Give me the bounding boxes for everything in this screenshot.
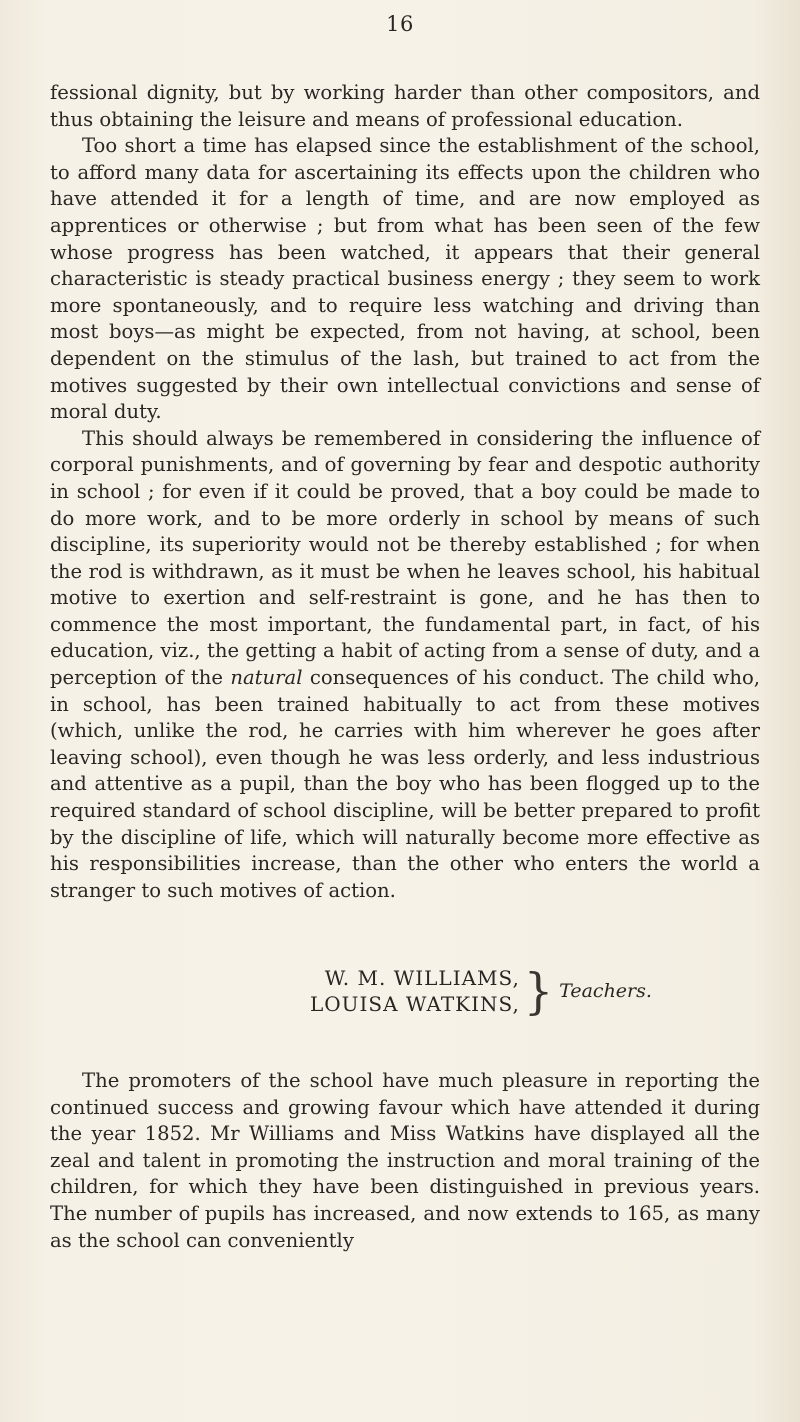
paragraph-corporal-punishment-part-1: This should always be remembered in considering the influence of corporal punishments, and of governing by fear and despotic authority in school ; for even if it could be proved, that a boy could be made to do more work, and to be more orderly in school by means of such discipline, its superiority would not be thereby established ; for when the rod is withdrawn, as it must be when he leaves school, his habitual motive to exertion and self-restraint is gone, and he has then to commence the most important, the fundamental part, in fact, of his education, viz., the getting a habit of acting from a sense of duty, and a perception of the <box>50 426 760 690</box>
signature-name-williams: W. M. WILLIAMS, <box>324 966 520 990</box>
page-number: 16 <box>386 12 414 36</box>
signature-names <box>310 965 520 1017</box>
italic-natural: natural <box>230 666 303 690</box>
body-text-bottom <box>50 1068 760 1254</box>
body-text-top <box>50 80 760 904</box>
teachers-signature <box>310 962 652 1020</box>
signature-name-watkins: LOUISA WATKINS, <box>310 992 520 1016</box>
paragraph-corporal-punishment <box>50 426 760 905</box>
paragraph-promoters-report: The promoters of the school have much pleasure in reporting the continued success and growing favour which have attended it during the year 1852. Mr Williams and Miss Watkins have displayed all the zeal and talent in promoting the instruction and moral training of the children, for which they have been distinguished in previous years. The number of pupils has increased, and now extends to 165, as many as the school can conveniently <box>50 1069 760 1252</box>
brace-symbol: } <box>523 962 554 1020</box>
paragraph-corporal-punishment-part-2: consequences of his conduct. The child who, in school, has been trained habitually to act from these motives (which, unlike the rod, he carries with him wherever he goes after leaving school), even though he was less orderly, and less industrious and attentive as a pupil, than the boy who has been flogged up to the required standard of school discipline, will be better prepared to profit by the discipline of life, which will naturally become more effective as his responsibilities increase, than the other who enters the world a stranger to such motives of action. <box>50 666 760 902</box>
signature-role: Teachers. <box>559 980 652 1002</box>
paragraph-school-effects: Too short a time has elapsed since the establishment of the school, to afford many data for ascertaining its effects upon the children who have attended it for a length of time, and are now employed as apprentices or otherwise ; but from what has been seen of the few whose progress has been watched, it appears that their general characteristic is steady practical business energy ; they seem to work more spontaneously, and to require less watching and driving than most boys—as might be expected, from not having, at school, been dependent on the stimulus of the lash, but trained to act from the motives suggested by their own intellectual convictions and sense of moral duty. <box>50 134 760 424</box>
paragraph-continuation: fessional dignity, but by working harder than other compositors, and thus obtaining the leisure and means of professional education. <box>50 81 760 131</box>
